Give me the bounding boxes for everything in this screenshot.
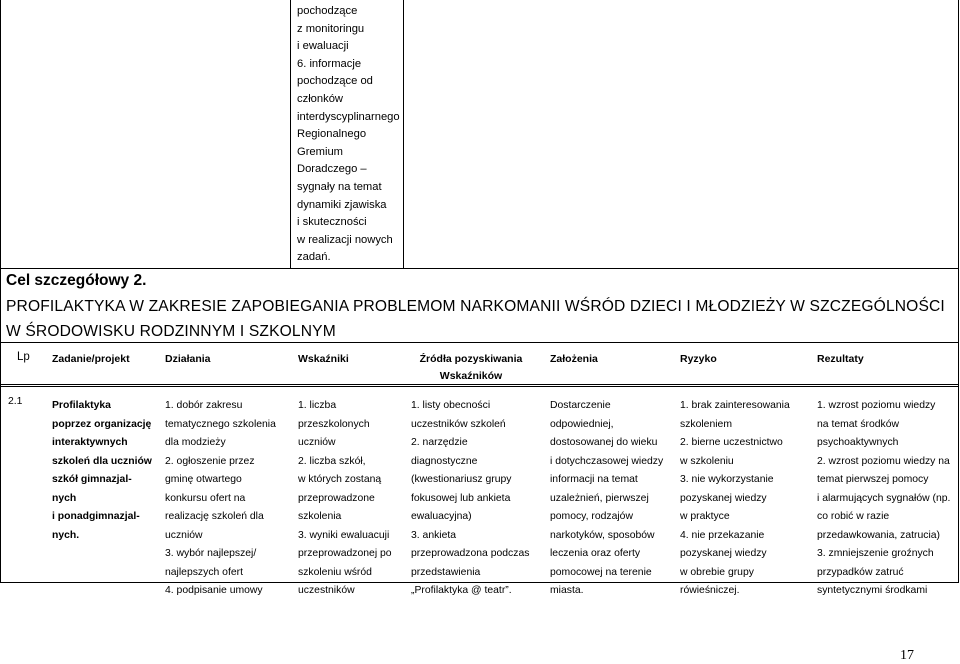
cell-line: przeszkolonych (298, 418, 370, 430)
top-cell-text (297, 3, 400, 267)
table-right-border (958, 342, 959, 583)
cell-line: pozyskanej wiedzy (680, 492, 767, 504)
cell-line: uczestników (298, 585, 355, 596)
cell-line: i dotychczasowej wiedzy (550, 455, 664, 467)
cell-line: szkoleń dla uczniów (52, 455, 152, 467)
cell-line: w których zostaną (298, 474, 382, 485)
cell-line: uczestników szkoleń (411, 418, 506, 430)
top-table-right-border (958, 0, 959, 268)
cell-line: pozyskanej wiedzy (680, 548, 767, 559)
top-cell-line: sygnały na temat (297, 180, 382, 193)
cell-line: szkoleniu wśród (298, 566, 372, 578)
cell-line: rówieśniczej. (680, 585, 740, 596)
cell-line: fokusowej lub ankieta (411, 492, 511, 504)
cell-results (817, 397, 950, 601)
cell-line: poprzez organizację (52, 418, 152, 430)
top-cell-line: pochodzące (297, 5, 358, 17)
top-cell-line: i skuteczności (297, 216, 367, 229)
header-sources (411, 351, 531, 385)
cell-line: 2. ogłoszenie przez (165, 455, 255, 467)
cell-line: leczenia oraz oferty (550, 548, 641, 559)
cell-indicators (298, 397, 392, 601)
cell-line: przeprowadzona podczas (411, 548, 530, 559)
cell-line: syntetycznymi środkami (817, 585, 928, 596)
cell-line: pomocowej na terenie (550, 566, 652, 578)
cell-assumptions (550, 397, 663, 601)
cell-line: dla modzieży (165, 437, 226, 448)
cell-actions (165, 397, 276, 601)
top-cell-line: i ewaluacji (297, 40, 349, 53)
cell-line: uczniów (165, 529, 203, 541)
cell-line: 1. brak zainteresowania (680, 400, 790, 411)
cell-line: interaktywnych (52, 437, 128, 448)
cell-line: w praktyce (680, 511, 730, 522)
cell-line: diagnostyczne (411, 455, 478, 467)
cell-line: (kwestionariusz grupy (411, 474, 512, 485)
cell-line: 2. liczba szkół, (298, 455, 366, 467)
cell-line: ewaluacyjna) (411, 511, 472, 522)
goal-label: Cel szczegółowy 2. (6, 272, 147, 289)
cell-line: 2. bierne uczestnictwo (680, 437, 783, 448)
top-cell-line: 6. informacje (297, 57, 362, 70)
header-task: Zadanie/projekt (52, 353, 130, 365)
cell-line: i ponadgimnazjal- (52, 511, 140, 522)
table-left-border (0, 342, 1, 583)
cell-line: i alarmujących sygnałów (np. (817, 492, 951, 504)
cell-line: 2. wzrost poziomu wiedzy na (817, 455, 950, 467)
cell-line: pomocy, rodzajów (550, 511, 633, 522)
header-assumptions: Założenia (550, 353, 598, 365)
top-cell-line: członków (297, 92, 344, 105)
cell-line: 4. podpisanie umowy (165, 585, 263, 596)
top-cell-line: interdyscyplinarnego (297, 110, 400, 123)
cell-line: 4. nie przekazanie (680, 529, 765, 541)
cell-line: 3. nie wykorzystanie (680, 474, 774, 485)
cell-line: tematycznego szkolenia (165, 418, 276, 430)
header-risk: Ryzyko (680, 353, 717, 365)
goal-text: PROFILAKTYKA W ZAKRESIE ZAPOBIEGANIA PROBLEMOM NARKOMANII WŚRÓD DZIECI I MŁODZIEŻY W SZCZEGÓLNOŚCI W ŚRODOWISKU RODZINNYM I SZKOLNYM (6, 298, 945, 340)
cell-line: temat pierwszej pomocy (817, 474, 929, 485)
top-cell-line: pochodzące od (297, 75, 373, 88)
cell-line: psychoaktywnych (817, 437, 899, 448)
top-cell-line: Regionalnego (297, 128, 367, 141)
cell-line: Dostarczenie (550, 400, 611, 411)
cell-line: gminę otwartego (165, 474, 242, 485)
cell-line: w obrebie grupy (680, 566, 754, 578)
top-cell-line: zadań. (297, 251, 331, 264)
cell-line: 1. listy obecności (411, 400, 491, 411)
cell-line: 3. zmniejszenie groźnych (817, 548, 934, 559)
top-cell-line: dynamiki zjawiska (297, 198, 387, 211)
page-number: 17 (900, 648, 914, 663)
header-bottom-border-2 (0, 386, 959, 387)
header-lp: Lp (17, 351, 30, 363)
cell-line: co robić w razie (817, 511, 890, 522)
cell-line: narkotyków, sposobów (550, 529, 655, 541)
cell-line: „Profilaktyka @ teatr”. (411, 585, 512, 596)
cell-line: 1. dobór zakresu (165, 400, 243, 411)
top-cell-line: w realizacji nowych (297, 233, 393, 246)
cell-line: 3. wyniki ewaluacuji (298, 529, 390, 541)
cell-line: dostosowanej do wieku (550, 437, 658, 448)
cell-line: szkoleniem (680, 418, 732, 430)
header-indicators: Wskaźniki (298, 353, 349, 365)
cell-line: 3. wybór najlepszej/ (165, 548, 257, 559)
cell-line: odpowiedniej, (550, 418, 614, 430)
cell-line: 1. liczba (298, 400, 337, 411)
header-sources-line1: Źródła pozyskiwania (419, 353, 523, 365)
cell-line: przedawkowania, zatrucia) (817, 529, 941, 541)
cell-line: nych (52, 492, 77, 504)
cell-line: uzależnień, pierwszej (550, 492, 649, 504)
top-cell-left-border (290, 0, 291, 268)
cell-line: informacji na temat (550, 474, 638, 485)
cell-line: Profilaktyka (52, 400, 111, 411)
cell-line: szkół gimnazjal- (52, 474, 132, 485)
cell-line: przeprowadzonej po (298, 548, 392, 559)
cell-line: miasta. (550, 585, 584, 596)
cell-line: 3. ankieta (411, 529, 457, 541)
cell-line: przeprowadzone (298, 492, 375, 504)
top-cell-right-border (403, 0, 404, 268)
top-cell-line: Doradczego – (297, 163, 367, 176)
top-cell-line: z monitoringu (297, 22, 365, 35)
cell-sources (411, 397, 529, 601)
cell-line: najlepszych ofert (165, 566, 243, 578)
cell-task (52, 397, 152, 545)
cell-line: szkolenia (298, 511, 342, 522)
cell-line: uczniów (298, 437, 336, 448)
cell-line: nych. (52, 529, 80, 541)
cell-risk (680, 397, 790, 601)
header-sources-line2: Wskaźników (439, 370, 503, 382)
cell-line: przypadków zatruć (817, 566, 904, 578)
cell-line: 2. narzędzie (411, 437, 468, 448)
goal-left-border (0, 268, 1, 342)
header-actions: Działania (165, 353, 211, 365)
cell-line: konkursu ofert na (165, 492, 246, 504)
cell-line: na temat środków (817, 418, 900, 430)
goal-right-border (958, 268, 959, 342)
top-table-bottom-border (0, 268, 959, 269)
cell-line: 1. wzrost poziomu wiedzy (817, 400, 936, 411)
top-cell-line: Gremium (297, 145, 343, 158)
cell-line: realizację szkoleń dla (165, 511, 264, 522)
cell-line: w szkoleniu (680, 455, 734, 467)
header-results: Rezultaty (817, 353, 864, 365)
cell-line: przedstawienia (411, 566, 481, 578)
row-lp: 2.1 (8, 396, 23, 407)
table-top-border (0, 342, 959, 343)
top-table-left-border (0, 0, 1, 268)
